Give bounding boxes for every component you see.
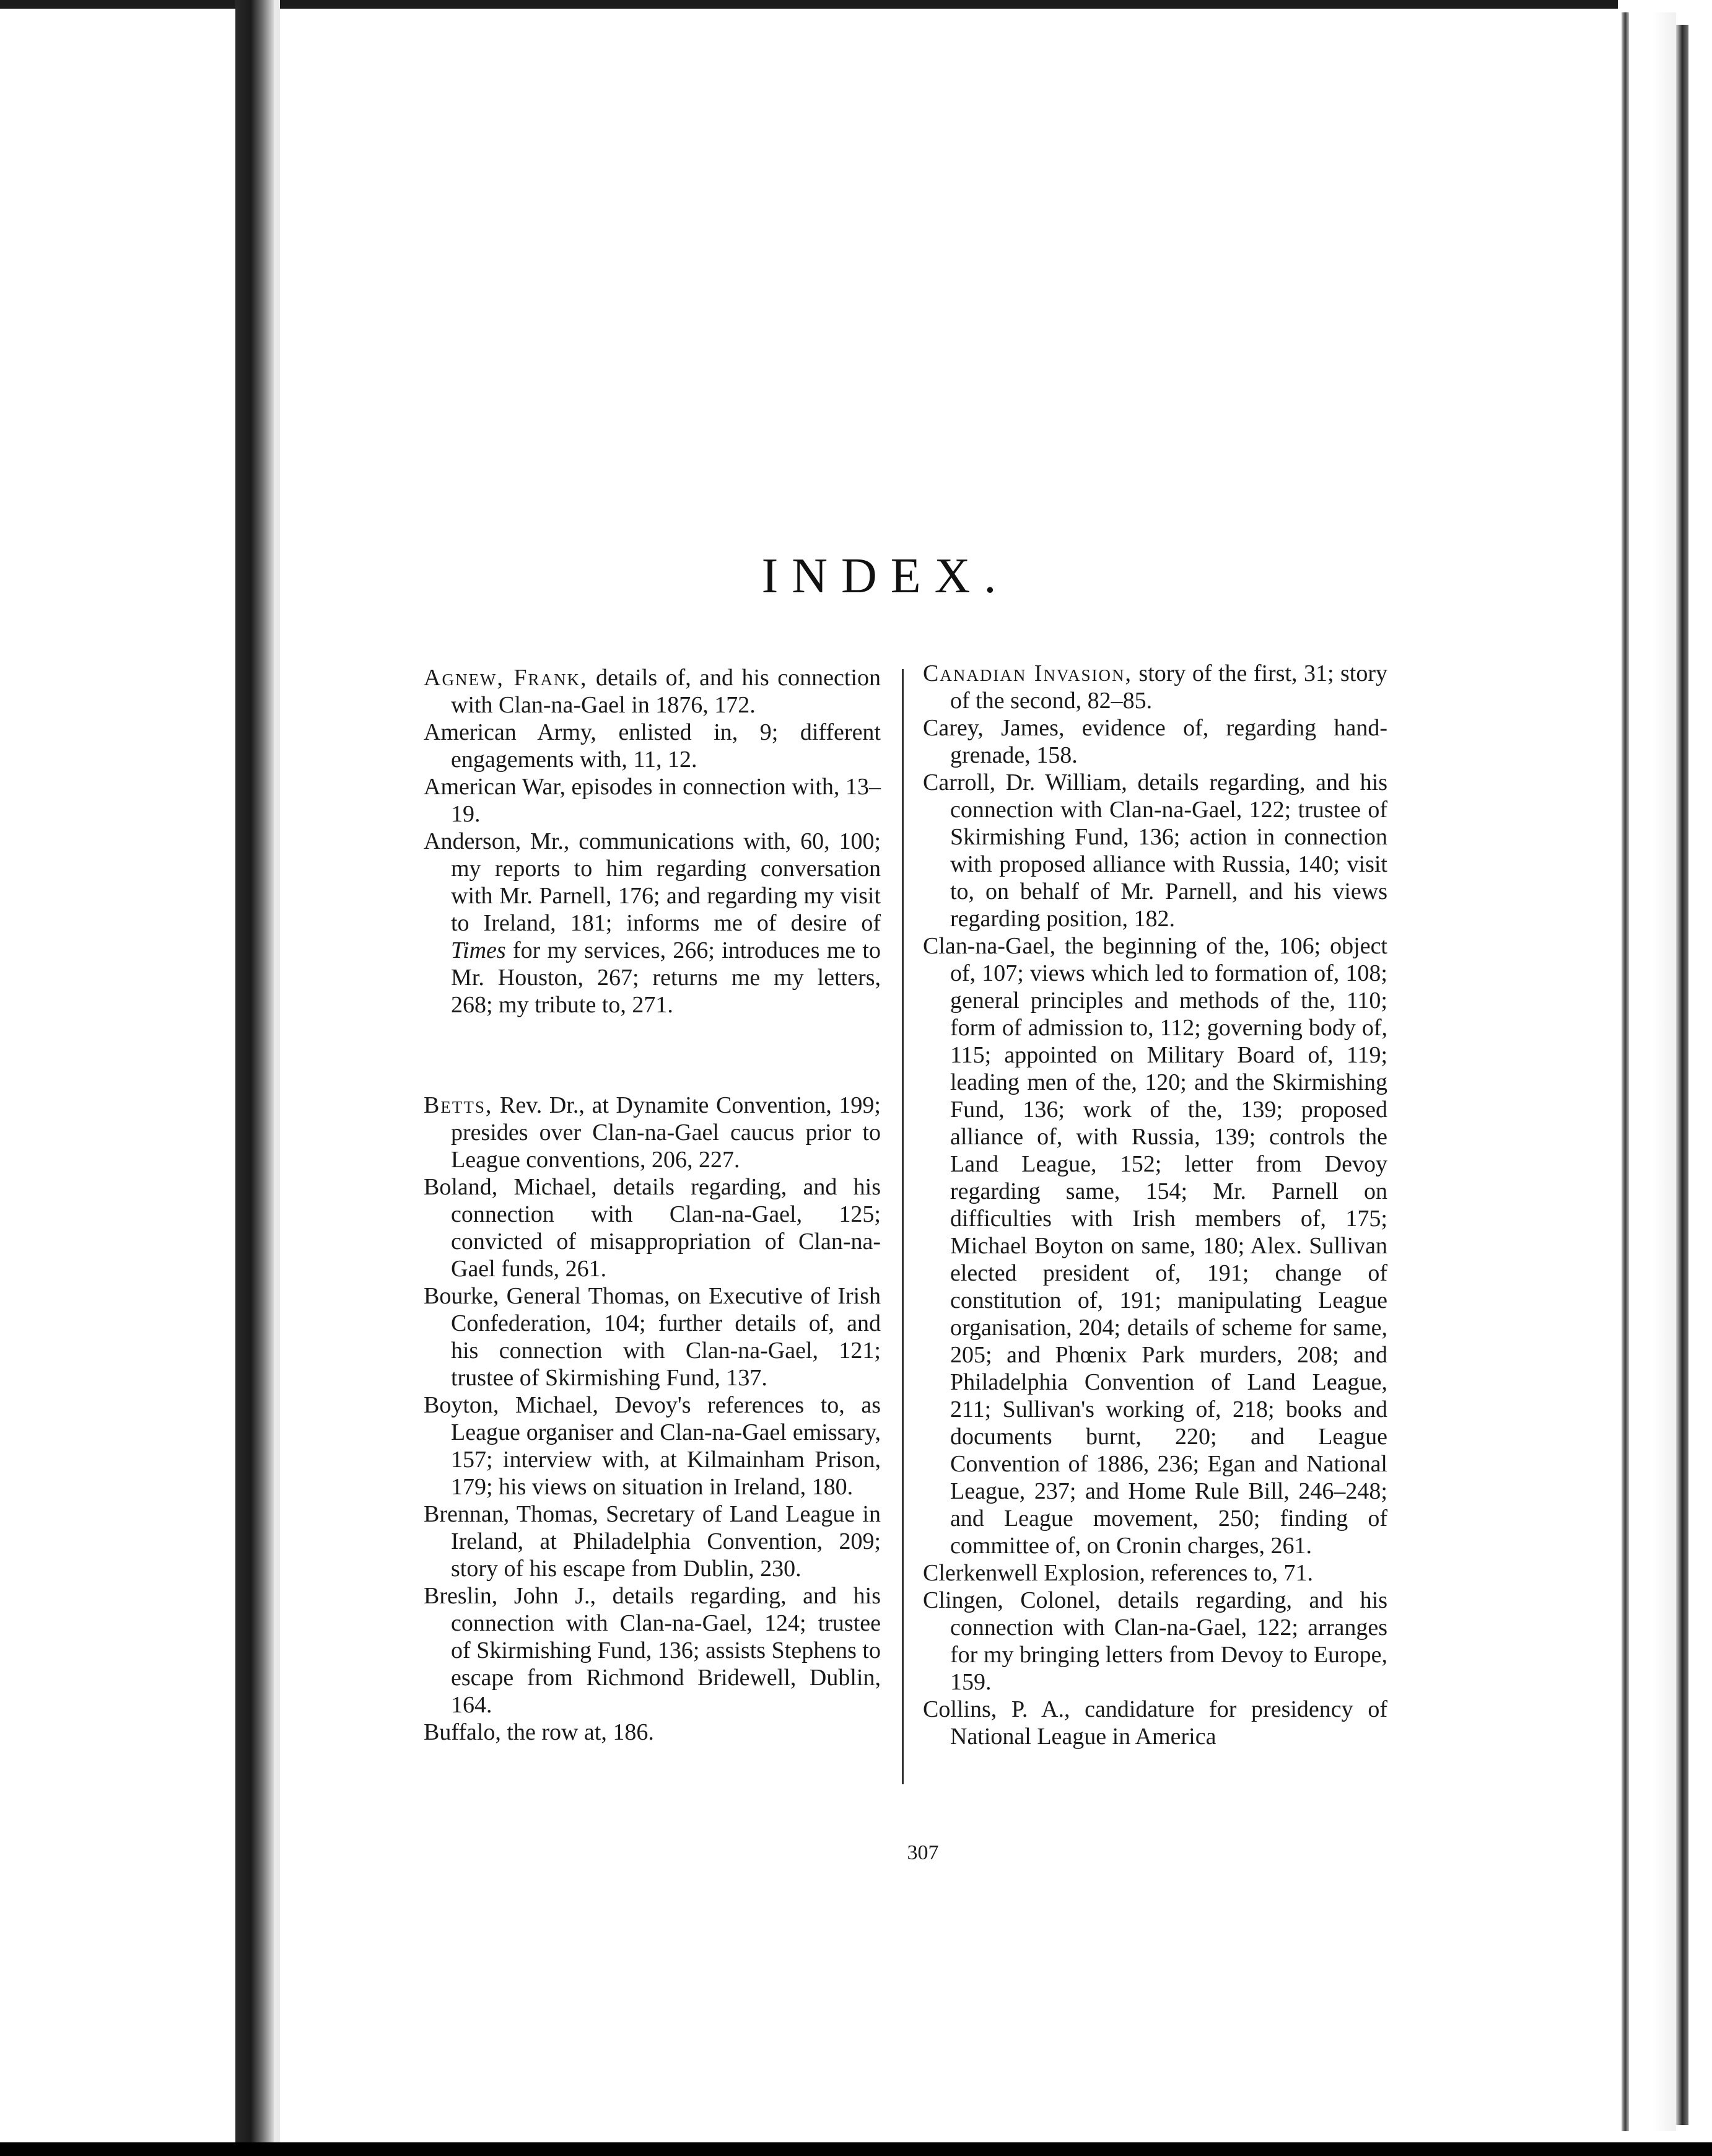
index-entry <box>923 1696 1387 1750</box>
index-entry-text: American Army, enlisted in, 9; different engagements with, 11, 12. <box>424 719 881 773</box>
index-entry <box>923 660 1387 714</box>
index-entry <box>424 773 881 828</box>
index-entry-text: Buffalo, the row at, 186. <box>424 1719 654 1745</box>
index-entry <box>424 719 881 773</box>
index-entry <box>424 828 881 1019</box>
column-rule <box>902 669 904 1784</box>
index-entry <box>424 1173 881 1282</box>
index-entry-text: details of, and his connection with Clan-na-Gael in 1876, 172. <box>451 665 881 718</box>
index-column-right <box>923 660 1387 1750</box>
index-entry <box>923 769 1387 932</box>
index-entry-text: Boyton, Michael, Devoy's references to, as League organiser and Clan-na-Gael emissary, 157; interview with, at Kilmainham Prison, 179; his views on situation in Ireland, 180. <box>424 1392 881 1500</box>
index-entry <box>424 1501 881 1582</box>
index-entry-text: American War, episodes in connection with, 13–19. <box>424 774 881 827</box>
index-entry <box>424 664 881 719</box>
index-entry-heading: Betts, <box>424 1092 493 1118</box>
page-title: INDEX. <box>761 549 1010 603</box>
index-entry-heading: Canadian Invasion, <box>923 660 1132 686</box>
index-entry <box>424 1282 881 1391</box>
page-number: 307 <box>907 1841 939 1864</box>
index-entry-text: Clan-na-Gael, the beginning of the, 106; object of, 107; views which led to formation of, 108; general principles and methods of the, 110; form of admission to, 112; governing body of, 115; appointed on Military Board of, 119; leading men of the, 120; and the Skirmishing Fund, 136; work of the, 139; proposed alliance of, with Russia, 139; controls the Land League, 152; letter from Devoy regarding same, 154; Mr. Parnell on difficulties with Irish members of, 175; Michael Boyton on same, 180; Alex. Sullivan elected president of, 191; change of constitution of, 191; manipulating League organisation, 204; details of scheme for same, 205; and Phœnix Park murders, 208; and Philadelphia Convention of Land League, 211; Sullivan's working of, 218; books and documents burnt, 220; and League Convention of 1886, 236; Egan and National League, 237; and Home Rule Bill, 246–248; and League movement, 250; finding of committee of, on Cronin charges, 261. <box>923 933 1387 1559</box>
scan-bottom-border <box>0 2142 1712 2156</box>
index-entry <box>424 1391 881 1501</box>
fore-edge-shadow <box>1622 12 1629 2131</box>
index-entry <box>923 714 1387 769</box>
index-entry-text: Bourke, General Thomas, on Executive of Irish Confederation, 104; further details of, and his connection with Clan-na-Gael, 121; trustee of Skirmishing Fund, 137. <box>424 1283 881 1391</box>
letter-section-gap <box>424 1019 881 1092</box>
index-entry <box>923 932 1387 1559</box>
index-entry <box>923 1587 1387 1696</box>
index-entry-text: Collins, P. A., candidature for presidency of National League in America <box>923 1696 1387 1750</box>
index-entry-text: Anderson, Mr., communications with, 60, 100; my reports to him regarding conversation with Mr. Parnell, 176; and regarding my visit to Ireland, 181; informs me of desire of <box>424 828 881 936</box>
index-entry <box>424 1092 881 1173</box>
index-entry <box>424 1582 881 1719</box>
index-entry-text: Brennan, Thomas, Secretary of Land League in Ireland, at Philadelphia Convention, 209; story of his escape from Dublin, 230. <box>424 1501 881 1582</box>
fore-edge-cover <box>1676 25 1688 2125</box>
index-entry-text: Boland, Michael, details regarding, and his connection with Clan-na-Gael, 125; convicted of misappropriation of Clan-na-Gael funds, 261. <box>424 1174 881 1282</box>
index-entry-text: Rev. Dr., at Dynamite Convention, 199; presides over Clan-na-Gael caucus prior to League conventions, 206, 227. <box>451 1092 881 1173</box>
index-entry-text: story of the first, 31; story of the second, 82–85. <box>950 660 1387 714</box>
index-entry-text-continued: for my services, 266; introduces me to Mr. Houston, 267; returns me my letters, 268; my tribute to, 271. <box>451 937 881 1018</box>
index-column-left <box>424 664 881 1746</box>
index-entry-text: Carroll, Dr. William, details regarding, and his connection with Clan-na-Gael, 122; trustee of Skirmishing Fund, 136; action in connection with proposed alliance with Russia, 140; visit to, on behalf of Mr. Parnell, and his views regarding position, 182. <box>923 769 1387 932</box>
binding-shadow <box>235 0 274 2156</box>
index-entry-text: Clerkenwell Explosion, references to, 71. <box>923 1560 1313 1586</box>
index-entry-text: Clingen, Colonel, details regarding, and his connection with Clan-na-Gael, 122; arranges for my bringing letters from Devoy to Europe, 159. <box>923 1587 1387 1695</box>
fore-edge-page <box>1653 12 1676 2131</box>
index-entry-heading: Agnew, Frank, <box>424 665 588 691</box>
index-entry <box>923 1559 1387 1587</box>
index-entry-text: Breslin, John J., details regarding, and his connection with Clan-na-Gael, 124; trustee of Skirmishing Fund, 136; assists Stephens to escape from Richmond Bridewell, Dublin, 164. <box>424 1583 881 1718</box>
index-entry <box>424 1719 881 1746</box>
binding-edge <box>274 0 280 2156</box>
index-entry-italic: Times <box>451 937 506 963</box>
index-entry-text: Carey, James, evidence of, regarding hand-grenade, 158. <box>923 715 1387 768</box>
